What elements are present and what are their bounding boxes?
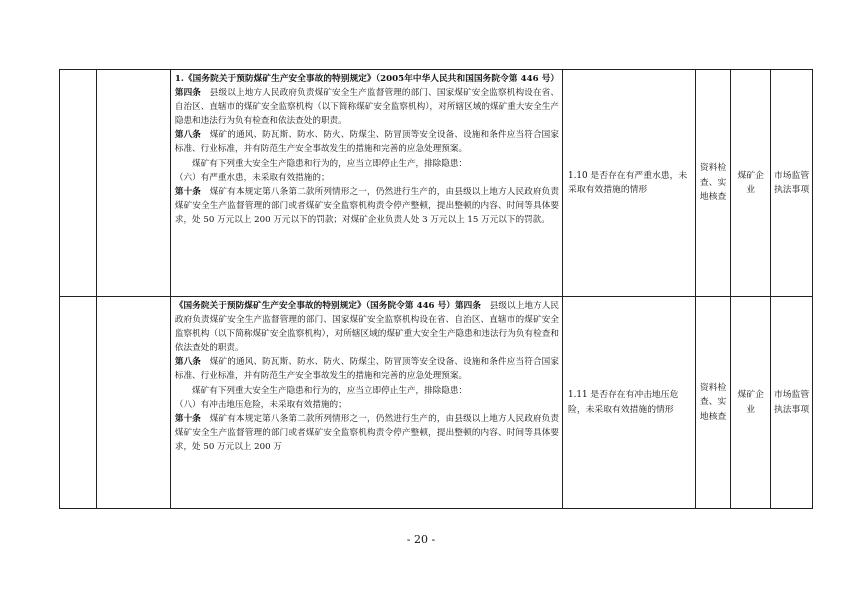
article-label: 第四条 [174,88,202,99]
article-label: 第四条 [454,301,482,311]
empty-cell [96,70,170,297]
article-text: 县级以上地方人民政府负责煤矿安全生产监督管理的部门、国家煤矿安全监察机构设在省、自治区、直辖市的煤矿安全监察机构（以下简称煤矿安全监察机构），对所辖区域的煤矿重大安全生产隐患和违法行为负有检查和依法查处的职责。 [174,301,560,354]
article-item: （八）有冲击地压危险，未采取有效措施的； [174,399,347,410]
article-text: 煤矿的通风、防瓦斯、防水、防火、防煤尘、防冒顶等安全设备、设施和条件应当符合国家标准、行业标准，并有防范生产安全事故发生的措施和完善的应急处理预案。 [174,130,560,155]
article-text: 煤矿有本规定第八条第二款所列情形之一，仍然进行生产的，由县级以上地方人民政府负责煤矿安全生产监督管理的部门或者煤矿安全监察机构责令停产整顿，提出整顿的内容、时间等具体要求，处 50 万元以上 200 万 [174,413,560,452]
category-cell: 市场监管执法事项 [771,297,813,509]
check-item-cell: 1.11 是否存在有冲击地压危险，未采取有效措施的情形 [563,297,696,509]
empty-cell [60,70,97,297]
article-text: 县级以上地方人民政府负责煤矿安全生产监督管理的部门、国家煤矿安全监察机构设在省、自治区、直辖市的煤矿安全监察机构（以下简称煤矿安全监察机构），对所辖区域的煤矿重大安全生产隐患和违法行为负有检查和依法查处的职责。 [174,88,560,127]
check-object-cell: 煤矿企业 [731,70,771,297]
article-text: 煤矿有本规定第八条第二款所列情形之一，仍然进行生产的，由县级以上地方人民政府负责煤矿安全生产监督管理的部门或者煤矿安全监察机构责令停产整顿，提出整顿的内容、时间等具体要求，处 50 万元以上 200 万元以下的罚款；对煤矿企业负责人处 3 万元以上 15 万元以下的罚款。 [174,186,560,225]
empty-cell [60,297,97,509]
article-label: 第十条 [174,413,202,424]
legal-basis-cell [170,70,562,297]
check-object-cell: 煤矿企业 [731,297,771,509]
empty-cell [96,297,170,509]
category-cell: 市场监管执法事项 [771,70,813,297]
inspection-table [59,69,813,509]
page-number: - 20 - [406,533,436,546]
article-label: 第八条 [174,357,202,368]
law-title: 1.《国务院关于预防煤矿生产安全事故的特别规定》（2005年中华人民共和国国务院令第 446 号） [174,74,560,84]
article-paragraph: 煤矿有下列重大安全生产隐患和行为的，应当立即停止生产，排除隐患： [192,385,468,396]
article-label: 第八条 [174,130,202,141]
article-text: 煤矿的通风、防瓦斯、防水、防火、防煤尘、防冒顶等安全设备、设施和条件应当符合国家标准、行业标准，并有防范生产安全事故发生的措施和完善的应急处理预案。 [174,357,560,382]
check-method-cell: 资料检查、实地核查 [695,70,731,297]
check-item-cell: 1.10 是否存在有严重水患，未采取有效措施的情形 [563,70,696,297]
law-title: 《国务院关于预防煤矿生产安全事故的特别规定》（国务院令第 446 号） [174,301,455,311]
table-row [60,70,813,297]
legal-basis-cell [170,297,562,509]
article-label: 第十条 [174,186,202,197]
article-paragraph: 煤矿有下列重大安全生产隐患和行为的，应当立即停止生产，排除隐患： [192,158,468,169]
article-item: （六）有严重水患，未采取有效措施的； [174,172,330,183]
check-method-cell: 资料检查、实地核查 [695,297,731,509]
table-row [60,297,813,509]
